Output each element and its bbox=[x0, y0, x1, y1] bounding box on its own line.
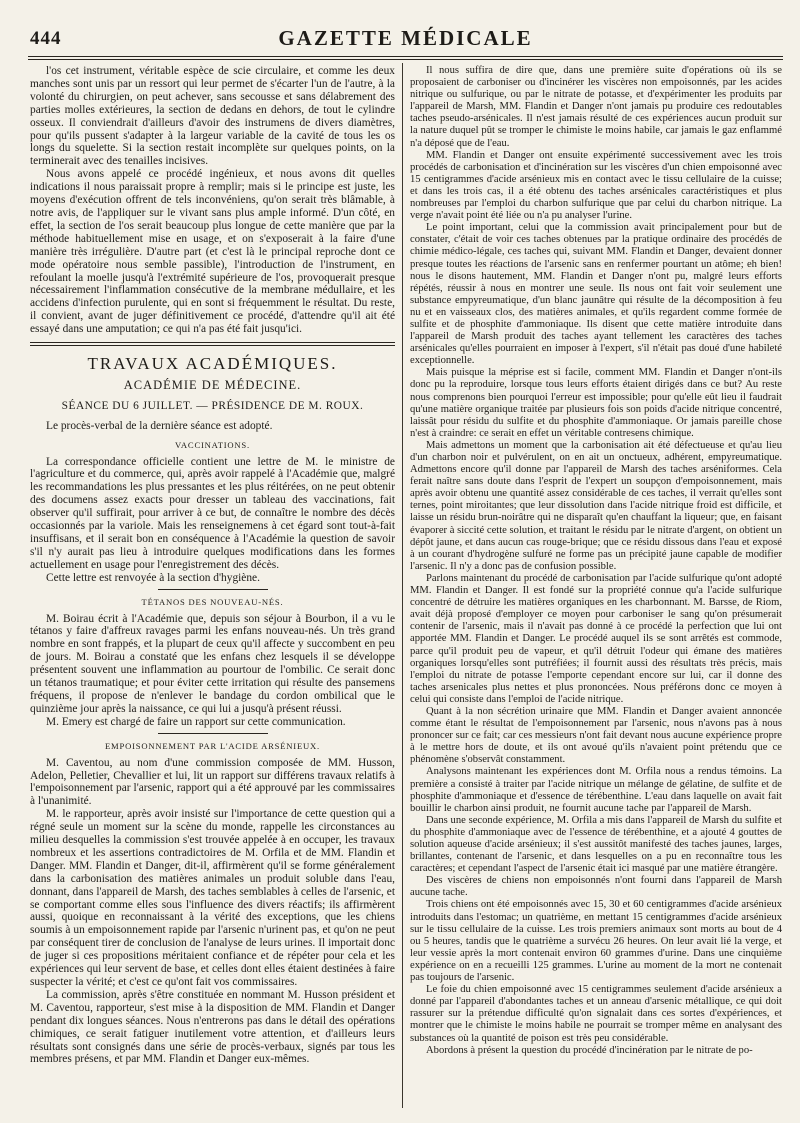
paragraph: La commission, après s'être constituée en nommant M. Husson président et M. Caventou, rapporteur, s'est mise à la disposition de MM. Flandin et Danger pendant dix longues séances. Nous n'entrerons pas dans le détail des opérations chimiques, ce serait fatiguer inutilement votre attention, et d'ailleurs leurs résultats sont consignés dans une série de procès-verbaux, signés par tous les membres présens, et par MM. Flandin et Danger eux-mêmes. bbox=[30, 988, 395, 1066]
seance-heading: SÉANCE DU 6 JUILLET. — PRÉSIDENCE DE M. ROUX. bbox=[61, 399, 364, 412]
paragraph: Dans une seconde expérience, M. Orfila a mis dans l'appareil de Marsh du sulfite et du phosphite d'ammoniaque avec de l'essence de térébenthine, et a ajouté 4 gouttes de solution aqueuse d'acide arsénieux; il s'est aussitôt manifesté des taches jaunes, larges, brillantes, contenant de l'arsenic, et dans lesquelles on a pu en reconnaître tous les caractères; et cependant l'aspect de l'arsenic était ici masqué par une matière étrangère. bbox=[410, 814, 782, 875]
paragraph: Le foie du chien empoisonné avec 15 centigrammes seulement d'acide arsénieux a donné par l'appareil d'abondantes taches et un anneau d'arsenic métallique, ce qui doit rassurer sur la prétendue difficulté qu'on signalait dans ces sortes d'expériences, et montrer que le chimiste le moins habile ne pourrait se tromper même en analysant des substances où la quantité de poison est très peu considérable. bbox=[410, 984, 782, 1044]
header-rule bbox=[28, 56, 783, 57]
section-rule-thin bbox=[30, 345, 395, 346]
paragraph: M. Emery est chargé de faire un rapport sur cette communication. bbox=[46, 715, 346, 728]
paragraph: Analysons maintenant les expériences dont M. Orfila nous a rendus témoins. La première a consisté à traiter par l'acide nitrique un mélange de gélatine, de sulfite et de phosphite d'ammoniaque et d'essence de térébenthine. L'eau dans laquelle on avait fait bouillir le charbon ainsi produit, ne fournit aucune tache par l'appareil de Marsh. bbox=[410, 766, 782, 814]
paragraph: Nous avons appelé ce procédé ingénieux, et nous avons dit quelles indications il nous paraissait propre à remplir; mais si le principe est juste, les moyens d'exécution offrent de tels inconvéniens, qu'on serait très blâmable, à notre avis, de l'appliquer sur le vivant sans plus ample informé. D'un côté, en effet, la section de l'os serait beaucoup plus longue de cette manière que par la méthode habituellement mise en usage, et on s'exposerait à la faire d'une manière très irrégulière. D'autre part (et c'est là le principal reproche dont ce mode opératoire nous semble passible), l'introduction de l'instrument, en refoulant la moelle jusqu'à l'extrémité supérieure de l'os, provoquerait presque nécessairement l'inflammation consécutive de la membrane médullaire, et les accidens d'infection purulente, qui en sont si fréquemment le résultat. Du reste, il convient, avant de juger définitivement ce procédé, d'attendre qu'il ait été essayé dans une amputation; ce qui n'a pas été fait jusqu'ici. bbox=[30, 168, 395, 336]
paragraph: M. le rapporteur, après avoir insisté sur l'importance de cette question qui a régné seule un moment sur la scène du monde, rappelle les circonstances au milieu desquelles la commission s'est trouvée appelée à en occuper, les travaux nombreux et les assertions contradictoires de M. Orfila et de MM. Flandin et Danger. MM. Flandin et Danger, dit-il, affirmèrent qu'il se forme généralement dans la carbonisation des matières animales un produit soluble dans l'eau, donnant, dans l'appareil de Marsh, des taches semblables à celles de l'arsenic, et se comportant comme elles sous l'influence des divers réactifs; ils affirmèrent aussi, quoique en reconnaissant à la vérité des exceptions, que les chiens soumis à un empoisonnement rapide par l'arsenic n'urinent pas, et qu'on ne peut par conséquent tirer de conclusion de l'analyse de leurs urines. Il importait donc de juger si ces propositions méritaient confiance et de répéter pour cela et les expériences qui leur servent de base, et celles dont elles étaient destinées à faire suspecter la vérité; et c'est ce qu'ont fait vos commissaires. bbox=[30, 808, 395, 988]
paragraph: Mais puisque la méprise est si facile, comment MM. Flandin et Danger n'ont-ils donc pu la reproduire, lorsque tous leurs efforts étaient dirigés dans ce but? Au reste nous comprenons bien pourquoi l'erreur est impossible; pour qu'elle eût lieu il faudrait qu'une matière organique traitée par plusieurs fois son poids d'acide nitrique concentré, laissât pour résidu du sulfite et du phosphite d'ammoniaque. Or jamais pareille chose n'est à craindre: ce serait en effet un véritable contresens chimique. bbox=[410, 367, 782, 439]
paragraph: Des viscères de chiens non empoisonnés n'ont fourni dans l'appareil de Marsh aucune tache. bbox=[410, 875, 782, 899]
section-title: TRAVAUX ACADÉMIQUES. bbox=[87, 354, 338, 374]
paragraph: Cette lettre est renvoyée à la section d'hygiène. bbox=[46, 571, 260, 584]
subheading-tetanos: TÉTANOS DES NOUVEAU-NÉS. bbox=[141, 596, 284, 607]
page-header bbox=[28, 22, 783, 52]
paragraph: La correspondance officielle contient une lettre de M. le ministre de l'agriculture et du commerce, qui, après avoir rappelé à l'Académie que, malgré les recommandations les plus pressantes et les plus réitérées, on ne peut obtenir des documens assez exacts pour dresser un tableau des vaccinations, fait observer qu'il suffirait, pour arriver à ce but, de connaître le nombre des décès occasionnés par la variole. Mais les renseignemens à cet égard sont tout-à-fait insuffisans, et il serait bon en conséquence à l'Académie la question de savoir s'il n'y aurait pas lieu à introduire quelques modifications dans les formes actuellement en usage pour l'enregistrement des décès. bbox=[30, 455, 395, 571]
paragraph: Mais admettons un moment que la carbonisation ait été défectueuse et qu'au lieu d'un charbon noir et pulvérulent, on en ait un onctueux, adhérent, empyreumatique. Admettons encore qu'il donne par l'appareil de Marsh des taches arséniformes. Cela ferait naître sans doute dans l'esprit de l'expert un soupçon d'empoisonnement, mais après avoir obtenu une quantité assez considérable de ces taches, il verrait qu'elles sont ternes, point miroitantes; que leur dissolution dans l'acide nitrique froid est difficile, et laisse un résidu brun-noirâtre qui ne disparaît qu'en chauffant la liqueur; que, en faisant évaporer à siccité cette solution, et traitant le résidu par le nitrate d'argent, on obtient un dépôt jaune, et dans aucun cas rouge-brique; que ce résidu dissous dans l'eau et exposé à un courant d'hydrogène sulfuré ne forme pas un précipité jaune capable de modifier l'arsenic. Il n'y a donc pas de confusion possible. bbox=[410, 439, 782, 572]
subheading-vaccinations: VACCINATIONS. bbox=[175, 439, 250, 450]
paragraph: Il nous suffira de dire que, dans une première suite d'opérations où ils se proposaient de carboniser ou d'incinérer les viscères non empoisonnés, par les acides nitrique ou sulfurique, ou par le nitrate de potasse, et d'expérimenter les produits par l'appareil de Marsh, MM. Flandin et Danger n'ont jamais pu produire ces redoutables taches pseudo-arsénicales. Il n'est jamais résulté de ces expériences aucun produit sur la nature duquel pût se tromper le chimiste le moins habile, car jamais le gaz enflammé n'a déposé que de l'eau. bbox=[410, 65, 782, 149]
header-rule-thin bbox=[28, 59, 783, 60]
paragraph: Le procès-verbal de la dernière séance est adopté. bbox=[46, 419, 273, 432]
left-column bbox=[30, 65, 395, 1066]
subheading-empoisonnement: EMPOISONNEMENT PAR L'ACIDE ARSÉNIEUX. bbox=[105, 740, 320, 751]
paragraph: Parlons maintenant du procédé de carbonisation par l'acide sulfurique qu'ont adopté MM. Flandin et Danger. Il est fondé sur la propriété connue qu'a l'acide sulfurique concentré de détruire les matières organiques en les charbonnant. M. Barsse, de Riom, avait déjà proposé d'employer ce moyen pour carboniser le sang qu'on présumerait contenir de l'arsenic, mais il n'avait pas donné à ce procédé la perfection que lui ont apportée MM. Flandin et Danger. Le procédé auquel ils se sont arrêtés est commode, parce qu'il produit peu de vapeur, et qu'il détruit l'odeur qui émane des matières organiques lorsqu'elles sont putréfiées; il fournit aussi des résultats très précis, mais l'emploi du nitrate de potasse l'emporte cependant encore sur lui, car il donne des taches arsenicales plus nettes et plus prononcées. Nous préférons donc ce moyen à celui qui consiste dans l'emploi de l'acide nitrique. bbox=[410, 572, 782, 705]
paragraph: l'os cet instrument, véritable espèce de scie circulaire, et comme les deux manches sont unis par un ressort qui leur permet de s'écarter l'un de l'autre, à la volonté du chirurgien, on peut achever, sans secousse et sans délabrement des parties molles extérieures, la section de dedans en dehors, de tout le cylindre osseux. Il conviendrait d'ailleurs d'avoir des instrumens de divers diamètres, pour qu'ils pussent s'adapter à la largeur variable de la cavité de tous les os longs du squelette. Si la section restait incomplète sur quelques points, on la terminerait avec des tenailles incisives. bbox=[30, 65, 395, 168]
paragraph: Le point important, celui que la commission avait principalement pour but de constater, c'était de voir ces taches obtenues par la pratique ordinaire des procédés de chimie médico-légale, ces taches qui, suivant MM. Flandin et Danger, devaient donner presque toutes les réactions de l'arsenic sans en renfermer pourtant un atôme; eh bien! nous le disons hautement, MM. Flandin et Danger n'ont pu, malgré leurs efforts répétés, réussir à nous en montrer une seule. Ils nous ont fait voir seulement une substance empyreumatique, d'un blanc jaunâtre qui résulte de la décomposition à feu nu et en vaisseaux clos, des matières animales, et qu'ils regardent comme formée de sulfite et de phosphite d'ammoniaque. Ils disent que cette matière introduite dans l'appareil de Marsh produit des taches ayant tellement les caractères des taches arsénicales qu'elles pourraient en imposer à l'expert, s'il n'était pas doué d'une habileté exceptionnelle. bbox=[410, 222, 782, 367]
right-column bbox=[410, 65, 782, 1057]
section-rule bbox=[30, 342, 395, 343]
short-separator bbox=[158, 733, 268, 734]
paragraph: MM. Flandin et Danger ont ensuite expérimenté successivement avec les trois procédés de carbonisation et d'incinération sur les viscères d'un chien empoisonné avec 15 centigrammes d'acide arsénieux mis en contact avec le tissu cellulaire de la cuisse; et dans les trois cas, il a été obtenu des taches arsénicales caractéristiques et plus nombreuses par l'emploi du charbon sulfurique que par celui du charbon nitrique. La verge n'avait point été liée ou n'a pu analyser l'urine. bbox=[410, 149, 782, 222]
short-separator bbox=[158, 589, 268, 590]
column-divider bbox=[402, 63, 403, 1108]
academy-heading: ACADÉMIE DE MÉDECINE. bbox=[123, 377, 302, 392]
paragraph: Trois chiens ont été empoisonnés avec 15, 30 et 60 centigrammes d'acide arsénieux introduits dans l'estomac; un quatrième, en mettant 15 centigrammes d'acide arsénieux sur le tissu cellulaire de la cuisse. Les trois premiers animaux sont morts au bout de 4 ou 5 heures, tandis que le quatrième a survécu 26 heures. On leur avait lié la verge, et leur vessie après la mort contenait environ 60 grammes d'urine. Dans une cinquième expérience on en a recueilli 125 grammes. L'urine au moment de la mort ne contenait pas toujours de l'arsenic. bbox=[410, 899, 782, 984]
paragraph: M. Caventou, au nom d'une commission composée de MM. Husson, Adelon, Pelletier, Chevallier et lui, lit un rapport sur différens travaux relatifs à l'empoisonnement par l'arsenic, rapport qui a été approuvé par les commissaires à l'unanimité. bbox=[30, 756, 395, 808]
paragraph: Quant à la non sécrétion urinaire que MM. Flandin et Danger avaient annoncée comme étant le résultat de l'empoisonnement par l'arsenic, nous n'avons pas à nous prononcer sur ce fait; car ces messieurs n'ont fait devant nous aucune expérience propre à le mettre hors de doute, et ils ont avoué qu'ils n'avaient point prétendu que ce phénomène s'observât constamment. bbox=[410, 705, 782, 766]
journal-title: GAZETTE MÉDICALE bbox=[278, 26, 533, 50]
paragraph: M. Boirau écrit à l'Académie que, depuis son séjour à Bourbon, il a vu le tétanos y faire d'affreux ravages parmi les enfans nouveau-nés. Un très grand nombre en sont frappés, et la plupart de ceux qu'il affecte y succombent en peu de jours. M. Boirau a constaté que les enfans chez lesquels il se développe présentent souvent une inflammation au pourtour de l'ombilic. Ce serait donc un tétanos traumatique; et pour éviter cette irritation qui résulte des pansemens fréquens, il propose de n'enlever le bandage du cordon ombilical que le quinzième jour après la naissance, ce qui lui a jusqu'à présent réussi. bbox=[30, 612, 395, 715]
page-number: 444 bbox=[30, 28, 62, 49]
paragraph: Abordons à présent la question du procédé d'incinération par le nitrate de po- bbox=[426, 1044, 753, 1056]
